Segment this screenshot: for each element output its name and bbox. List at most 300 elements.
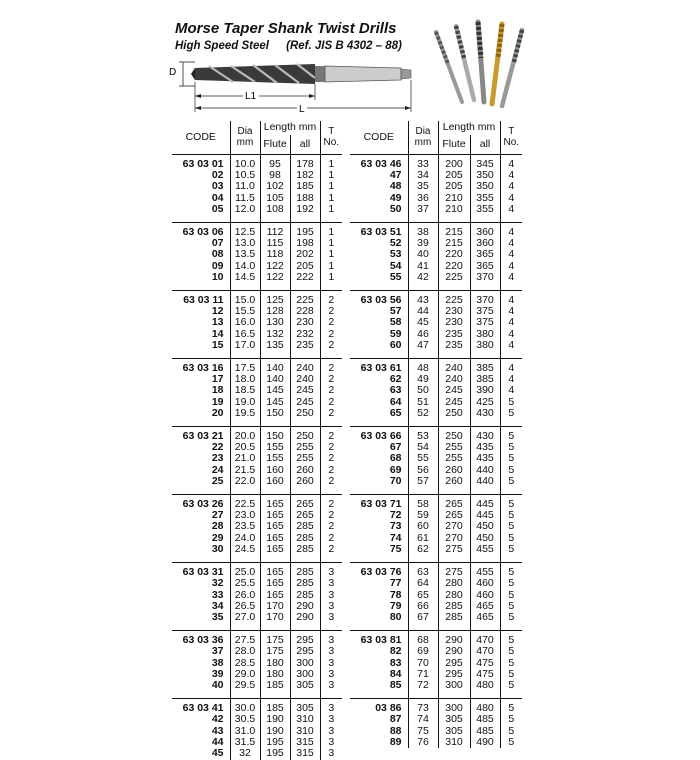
code-cell: 63 03 31 bbox=[172, 567, 230, 578]
taper-number-cell: 4 bbox=[508, 236, 515, 249]
overall-length-cell: 380 bbox=[470, 329, 500, 340]
overall-length-cell: 228 bbox=[290, 306, 320, 317]
code-cell: 69 bbox=[350, 465, 408, 476]
taper-number-cell: 4 bbox=[508, 259, 515, 272]
overall-length-cell: 310 bbox=[290, 726, 320, 737]
code-cell: 43 bbox=[172, 726, 230, 737]
table-row bbox=[350, 295, 522, 306]
taper-number-cell: 5 bbox=[508, 407, 515, 420]
overall-length-cell: 265 bbox=[290, 499, 320, 510]
overall-length-cell: 245 bbox=[290, 385, 320, 396]
overall-length-cell: 480 bbox=[470, 680, 500, 691]
overall-length-cell: 360 bbox=[470, 227, 500, 238]
taper-number-cell: 2 bbox=[328, 339, 335, 352]
taper-number-cell: 1 bbox=[328, 225, 335, 238]
table-row bbox=[350, 317, 522, 328]
table-row bbox=[350, 578, 522, 589]
overall-length-cell: 425 bbox=[470, 397, 500, 408]
taper-number-cell: 1 bbox=[328, 157, 335, 170]
flute-length-cell: 255 bbox=[438, 453, 470, 464]
table-row bbox=[350, 680, 522, 691]
dia-cell: 24.0 bbox=[234, 531, 256, 544]
overall-length-cell: 345 bbox=[470, 159, 500, 170]
flute-length-cell: 130 bbox=[260, 317, 290, 328]
flute-length-cell: 140 bbox=[260, 374, 290, 385]
overall-length-cell: 198 bbox=[290, 238, 320, 249]
code-cell: 35 bbox=[172, 612, 230, 623]
flute-length-cell: 170 bbox=[260, 601, 290, 612]
flute-length-cell: 115 bbox=[260, 238, 290, 249]
table-row bbox=[172, 748, 342, 759]
code-cell: 63 03 56 bbox=[350, 295, 408, 306]
flute-length-cell: 165 bbox=[260, 590, 290, 601]
table-row bbox=[350, 646, 522, 657]
code-cell: 63 03 61 bbox=[350, 363, 408, 374]
dia-cell: 59 bbox=[417, 509, 429, 522]
table-row bbox=[350, 510, 522, 521]
code-cell: 79 bbox=[350, 601, 408, 612]
flute-length-cell: 128 bbox=[260, 306, 290, 317]
overall-length-cell: 225 bbox=[290, 295, 320, 306]
code-cell: 32 bbox=[172, 578, 230, 589]
diameter-label: D bbox=[169, 67, 177, 78]
dia-cell: 32 bbox=[239, 747, 251, 760]
flute-length-cell: 275 bbox=[438, 567, 470, 578]
dia-cell: 50 bbox=[417, 384, 429, 397]
table-row bbox=[350, 329, 522, 340]
dia-cell: 29.5 bbox=[234, 679, 256, 692]
flute-length-cell: 290 bbox=[438, 635, 470, 646]
dia-cell: 76 bbox=[417, 735, 429, 748]
code-cell: 82 bbox=[350, 646, 408, 657]
dia-cell: 33 bbox=[417, 157, 429, 170]
dia-cell: 49 bbox=[417, 373, 429, 385]
flute-length-cell: 175 bbox=[260, 646, 290, 657]
dia-cell: 12.0 bbox=[234, 203, 256, 216]
dia-cell: 35 bbox=[417, 180, 429, 193]
standard-reference: (Ref. JIS B 4302 – 88) bbox=[286, 40, 402, 52]
table-row bbox=[350, 669, 522, 680]
code-cell: 20 bbox=[172, 408, 230, 419]
overall-length-cell: 375 bbox=[470, 317, 500, 328]
table-row bbox=[350, 658, 522, 669]
overall-length-cell: 440 bbox=[470, 465, 500, 476]
overall-length-cell: 490 bbox=[470, 737, 500, 748]
table-row bbox=[172, 453, 342, 464]
code-cell: 04 bbox=[172, 193, 230, 204]
code-cell: 63 03 06 bbox=[172, 227, 230, 238]
code-cell: 02 bbox=[172, 170, 230, 181]
taper-number-cell: 3 bbox=[328, 701, 335, 714]
taper-number-cell: 1 bbox=[328, 248, 335, 261]
code-cell: 30 bbox=[172, 544, 230, 555]
flute-length-cell: 270 bbox=[438, 533, 470, 544]
taper-number-cell: 4 bbox=[508, 157, 515, 170]
flute-header: Flute bbox=[438, 135, 470, 154]
dia-cell: 36 bbox=[417, 191, 429, 204]
taper-number-cell: 5 bbox=[508, 531, 515, 544]
table-row bbox=[172, 193, 342, 204]
page-subtitle bbox=[175, 40, 416, 52]
code-cell: 72 bbox=[350, 510, 408, 521]
table-row bbox=[350, 703, 522, 714]
flute-length-cell: 225 bbox=[438, 295, 470, 306]
table-row bbox=[172, 533, 342, 544]
taper-number-cell: 5 bbox=[508, 395, 515, 408]
dia-cell: 30.5 bbox=[234, 713, 256, 726]
flute-length-cell: 280 bbox=[438, 590, 470, 601]
overall-length-cell: 465 bbox=[470, 612, 500, 623]
code-cell: 17 bbox=[172, 374, 230, 385]
code-cell: 38 bbox=[172, 658, 230, 669]
dia-cell: 73 bbox=[417, 701, 429, 714]
dia-cell: 58 bbox=[417, 497, 429, 510]
flute-length-cell: 230 bbox=[438, 306, 470, 317]
dia-cell: 31.0 bbox=[234, 724, 256, 737]
taper-number-cell: 5 bbox=[508, 475, 515, 488]
code-cell: 63 03 26 bbox=[172, 499, 230, 510]
table-row bbox=[172, 374, 342, 385]
dia-cell: 18.0 bbox=[234, 373, 256, 385]
flute-length-cell: 260 bbox=[438, 476, 470, 487]
taper-number-cell: 3 bbox=[328, 679, 335, 692]
taper-number-cell: 3 bbox=[328, 588, 335, 601]
taper-number-cell: 2 bbox=[328, 304, 335, 317]
table-row bbox=[350, 567, 522, 578]
taper-number-cell: 4 bbox=[508, 180, 515, 193]
dia-cell: 17.5 bbox=[234, 361, 256, 374]
table-row bbox=[172, 590, 342, 601]
dia-cell: 22.5 bbox=[234, 497, 256, 510]
code-cell: 65 bbox=[350, 408, 408, 419]
overall-length-cell: 255 bbox=[290, 442, 320, 453]
table-row bbox=[172, 317, 342, 328]
flute-length-cell: 165 bbox=[260, 578, 290, 589]
flute-length-cell: 300 bbox=[438, 680, 470, 691]
left-spec-table bbox=[172, 121, 342, 760]
flute-length-cell: 240 bbox=[438, 374, 470, 385]
dia-cell: 29.0 bbox=[234, 667, 256, 680]
code-cell: 63 03 71 bbox=[350, 499, 408, 510]
overall-length-cell: 290 bbox=[290, 601, 320, 612]
dia-cell: 34 bbox=[417, 168, 429, 181]
code-cell: 47 bbox=[350, 170, 408, 181]
overall-length-cell: 470 bbox=[470, 646, 500, 657]
dia-cell: 19.5 bbox=[234, 407, 256, 420]
dia-cell: 43 bbox=[417, 293, 429, 306]
dia-cell: 15.5 bbox=[234, 304, 256, 317]
taper-number-cell: 3 bbox=[328, 633, 335, 646]
taper-number-cell: 4 bbox=[508, 203, 515, 216]
code-cell: 22 bbox=[172, 442, 230, 453]
table-row bbox=[350, 601, 522, 612]
overall-length-cell: 460 bbox=[470, 578, 500, 589]
overall-length-cell: 385 bbox=[470, 363, 500, 374]
overall-length-cell: 475 bbox=[470, 658, 500, 669]
flute-length-cell: 240 bbox=[438, 363, 470, 374]
dia-cell: 31.5 bbox=[234, 735, 256, 748]
overall-length-cell: 305 bbox=[290, 680, 320, 691]
overall-length-cell: 195 bbox=[290, 227, 320, 238]
code-cell: 80 bbox=[350, 612, 408, 623]
taper-number-cell: 1 bbox=[328, 259, 335, 272]
table-row bbox=[350, 204, 522, 215]
table-row bbox=[172, 499, 342, 510]
flute-length-cell: 105 bbox=[260, 193, 290, 204]
flute-length-cell: 305 bbox=[438, 726, 470, 737]
taper-number-cell: 2 bbox=[328, 395, 335, 408]
dia-cell: 25.5 bbox=[234, 577, 256, 590]
table-row bbox=[172, 397, 342, 408]
table-row bbox=[172, 272, 342, 283]
code-cell: 37 bbox=[172, 646, 230, 657]
flute-length-cell: 265 bbox=[438, 510, 470, 521]
flute-length-cell: 145 bbox=[260, 385, 290, 396]
table-row bbox=[350, 159, 522, 170]
taper-number-cell: 2 bbox=[328, 293, 335, 306]
table-row bbox=[172, 521, 342, 532]
taper-number-cell: 4 bbox=[508, 304, 515, 317]
code-cell: 40 bbox=[172, 680, 230, 691]
dia-cell: 75 bbox=[417, 724, 429, 737]
table-row bbox=[350, 442, 522, 453]
table-row bbox=[350, 499, 522, 510]
table-row bbox=[172, 385, 342, 396]
material-label: High Speed Steel bbox=[175, 40, 269, 52]
flute-length-cell: 290 bbox=[438, 646, 470, 657]
overall-length-cell: 188 bbox=[290, 193, 320, 204]
code-cell: 63 03 66 bbox=[350, 431, 408, 442]
overall-length-cell: 475 bbox=[470, 669, 500, 680]
taper-number-cell: 2 bbox=[328, 327, 335, 340]
flute-length-cell: 160 bbox=[260, 476, 290, 487]
overall-length-cell: 300 bbox=[290, 658, 320, 669]
taper-number-cell: 5 bbox=[508, 565, 515, 578]
flute-length-cell: 180 bbox=[260, 669, 290, 680]
flute-length-cell: 205 bbox=[438, 181, 470, 192]
overall-length-cell: 360 bbox=[470, 238, 500, 249]
overall-length-cell: 385 bbox=[470, 374, 500, 385]
table-row bbox=[350, 340, 522, 351]
flute-length-cell: 265 bbox=[438, 499, 470, 510]
table-row bbox=[350, 544, 522, 555]
dia-cell: 26.5 bbox=[234, 599, 256, 612]
overall-length-cell: 232 bbox=[290, 329, 320, 340]
overall-length-cell: 315 bbox=[290, 748, 320, 759]
dia-cell: 44 bbox=[417, 304, 429, 317]
dia-cell: 71 bbox=[417, 667, 429, 680]
code-cell: 68 bbox=[350, 453, 408, 464]
table-row bbox=[350, 612, 522, 623]
dia-cell: 40 bbox=[417, 248, 429, 261]
dia-cell: 16.0 bbox=[234, 316, 256, 329]
table-row bbox=[350, 227, 522, 238]
flute-length-cell: 155 bbox=[260, 453, 290, 464]
code-cell: 09 bbox=[172, 261, 230, 272]
taper-number-cell: 3 bbox=[328, 713, 335, 726]
code-cell: 77 bbox=[350, 578, 408, 589]
overall-length-cell: 465 bbox=[470, 601, 500, 612]
dia-cell: 72 bbox=[417, 679, 429, 692]
dia-cell: 25.0 bbox=[234, 565, 256, 578]
dia-cell: 42 bbox=[417, 271, 429, 284]
table-row bbox=[350, 476, 522, 487]
table-row bbox=[350, 181, 522, 192]
code-cell: 78 bbox=[350, 590, 408, 601]
code-cell: 50 bbox=[350, 204, 408, 215]
overall-length-cell: 310 bbox=[290, 714, 320, 725]
table-row bbox=[172, 612, 342, 623]
table-row bbox=[350, 726, 522, 737]
dia-cell: 51 bbox=[417, 395, 429, 408]
flute-length-cell: 195 bbox=[260, 748, 290, 759]
flute-length-cell: 145 bbox=[260, 397, 290, 408]
table-row bbox=[350, 635, 522, 646]
code-cell: 28 bbox=[172, 521, 230, 532]
overall-length-cell: 445 bbox=[470, 510, 500, 521]
code-cell: 62 bbox=[350, 374, 408, 385]
dia-cell: 46 bbox=[417, 327, 429, 340]
table-row bbox=[350, 408, 522, 419]
table-row bbox=[350, 453, 522, 464]
flute-length-cell: 185 bbox=[260, 703, 290, 714]
dia-cell: 65 bbox=[417, 588, 429, 601]
dia-cell: 47 bbox=[417, 339, 429, 352]
taper-number-cell: 5 bbox=[508, 656, 515, 669]
code-cell: 73 bbox=[350, 521, 408, 532]
tno-header: T No. bbox=[500, 121, 522, 154]
overall-length-cell: 240 bbox=[290, 374, 320, 385]
table-row bbox=[172, 306, 342, 317]
taper-number-cell: 2 bbox=[328, 316, 335, 329]
code-cell: 23 bbox=[172, 453, 230, 464]
code-cell: 63 bbox=[350, 385, 408, 396]
taper-number-cell: 3 bbox=[328, 611, 335, 624]
code-cell: 60 bbox=[350, 340, 408, 351]
taper-number-cell: 5 bbox=[508, 520, 515, 533]
taper-number-cell: 5 bbox=[508, 543, 515, 556]
taper-number-cell: 4 bbox=[508, 225, 515, 238]
dia-cell: 52 bbox=[417, 407, 429, 420]
taper-number-cell: 2 bbox=[328, 452, 335, 465]
dia-cell: 64 bbox=[417, 577, 429, 590]
code-cell: 63 03 01 bbox=[172, 159, 230, 170]
taper-number-cell: 4 bbox=[508, 293, 515, 306]
overall-length-cell: 185 bbox=[290, 181, 320, 192]
taper-number-cell: 3 bbox=[328, 656, 335, 669]
flute-length-cell: 135 bbox=[260, 340, 290, 351]
code-cell: 63 03 51 bbox=[350, 227, 408, 238]
code-cell: 63 03 41 bbox=[172, 703, 230, 714]
code-cell: 75 bbox=[350, 544, 408, 555]
overall-length-cell: 245 bbox=[290, 397, 320, 408]
taper-number-cell: 5 bbox=[508, 441, 515, 454]
table-row bbox=[350, 521, 522, 532]
flute-length-cell: 270 bbox=[438, 521, 470, 532]
overall-length-cell: 285 bbox=[290, 578, 320, 589]
taper-number-cell: 3 bbox=[328, 645, 335, 658]
code-cell: 48 bbox=[350, 181, 408, 192]
code-header: CODE bbox=[350, 121, 408, 154]
dia-cell: 56 bbox=[417, 463, 429, 476]
overall-length-cell: 285 bbox=[290, 533, 320, 544]
taper-number-cell: 5 bbox=[508, 645, 515, 658]
dia-cell: 55 bbox=[417, 452, 429, 465]
table-row bbox=[350, 397, 522, 408]
dia-cell: 53 bbox=[417, 429, 429, 442]
overall-length-cell: 285 bbox=[290, 521, 320, 532]
table-row bbox=[350, 193, 522, 204]
flute-length-cell: 245 bbox=[438, 397, 470, 408]
taper-number-cell: 3 bbox=[328, 577, 335, 590]
dia-cell: 63 bbox=[417, 565, 429, 578]
flute-length-cell: 225 bbox=[438, 272, 470, 283]
table-row bbox=[350, 465, 522, 476]
table-row bbox=[172, 680, 342, 691]
dia-cell: 20.0 bbox=[234, 429, 256, 442]
overall-length-cell: 450 bbox=[470, 533, 500, 544]
overall-length-cell: 350 bbox=[470, 181, 500, 192]
code-cell: 39 bbox=[172, 669, 230, 680]
flute-length-cell: 200 bbox=[438, 159, 470, 170]
taper-number-cell: 5 bbox=[508, 429, 515, 442]
tno-header: T No. bbox=[320, 121, 342, 154]
taper-number-cell: 1 bbox=[328, 203, 335, 216]
code-cell: 87 bbox=[350, 714, 408, 725]
code-cell: 12 bbox=[172, 306, 230, 317]
code-cell: 88 bbox=[350, 726, 408, 737]
dia-cell: 20.5 bbox=[234, 441, 256, 454]
dia-cell: 30.0 bbox=[234, 701, 256, 714]
taper-number-cell: 4 bbox=[508, 339, 515, 352]
flute-header: Flute bbox=[260, 135, 290, 154]
taper-number-cell: 1 bbox=[328, 191, 335, 204]
flute-length-cell: 215 bbox=[438, 238, 470, 249]
overall-length-cell: 355 bbox=[470, 193, 500, 204]
table-row bbox=[172, 544, 342, 555]
flute-length-cell: 230 bbox=[438, 317, 470, 328]
taper-number-cell: 5 bbox=[508, 577, 515, 590]
table-row bbox=[350, 714, 522, 725]
dia-cell: 11.0 bbox=[235, 180, 255, 193]
taper-number-cell: 3 bbox=[328, 747, 335, 760]
flute-length-cell: 165 bbox=[260, 533, 290, 544]
flute-length-cell: 280 bbox=[438, 578, 470, 589]
taper-number-cell: 4 bbox=[508, 168, 515, 181]
dia-cell: 18.5 bbox=[234, 384, 256, 397]
taper-number-cell: 4 bbox=[508, 373, 515, 385]
flute-length-cell: 125 bbox=[260, 295, 290, 306]
flute-length-cell: 285 bbox=[438, 601, 470, 612]
dia-cell: 27.0 bbox=[234, 611, 256, 624]
dia-cell: 13.0 bbox=[234, 236, 256, 249]
code-cell: 33 bbox=[172, 590, 230, 601]
table-row bbox=[172, 249, 342, 260]
dia-cell: 23.5 bbox=[234, 520, 256, 533]
code-cell: 54 bbox=[350, 261, 408, 272]
code-cell: 34 bbox=[172, 601, 230, 612]
table-row bbox=[172, 737, 342, 748]
code-cell: 63 03 76 bbox=[350, 567, 408, 578]
table-row bbox=[172, 170, 342, 181]
table-row bbox=[172, 567, 342, 578]
flute-length-cell: 98 bbox=[260, 170, 290, 181]
dia-cell: 19.0 bbox=[234, 395, 256, 408]
overall-length-cell: 192 bbox=[290, 204, 320, 215]
flute-length-cell: 185 bbox=[260, 680, 290, 691]
dia-cell: 15.0 bbox=[234, 293, 256, 306]
flute-length-cell: 165 bbox=[260, 567, 290, 578]
